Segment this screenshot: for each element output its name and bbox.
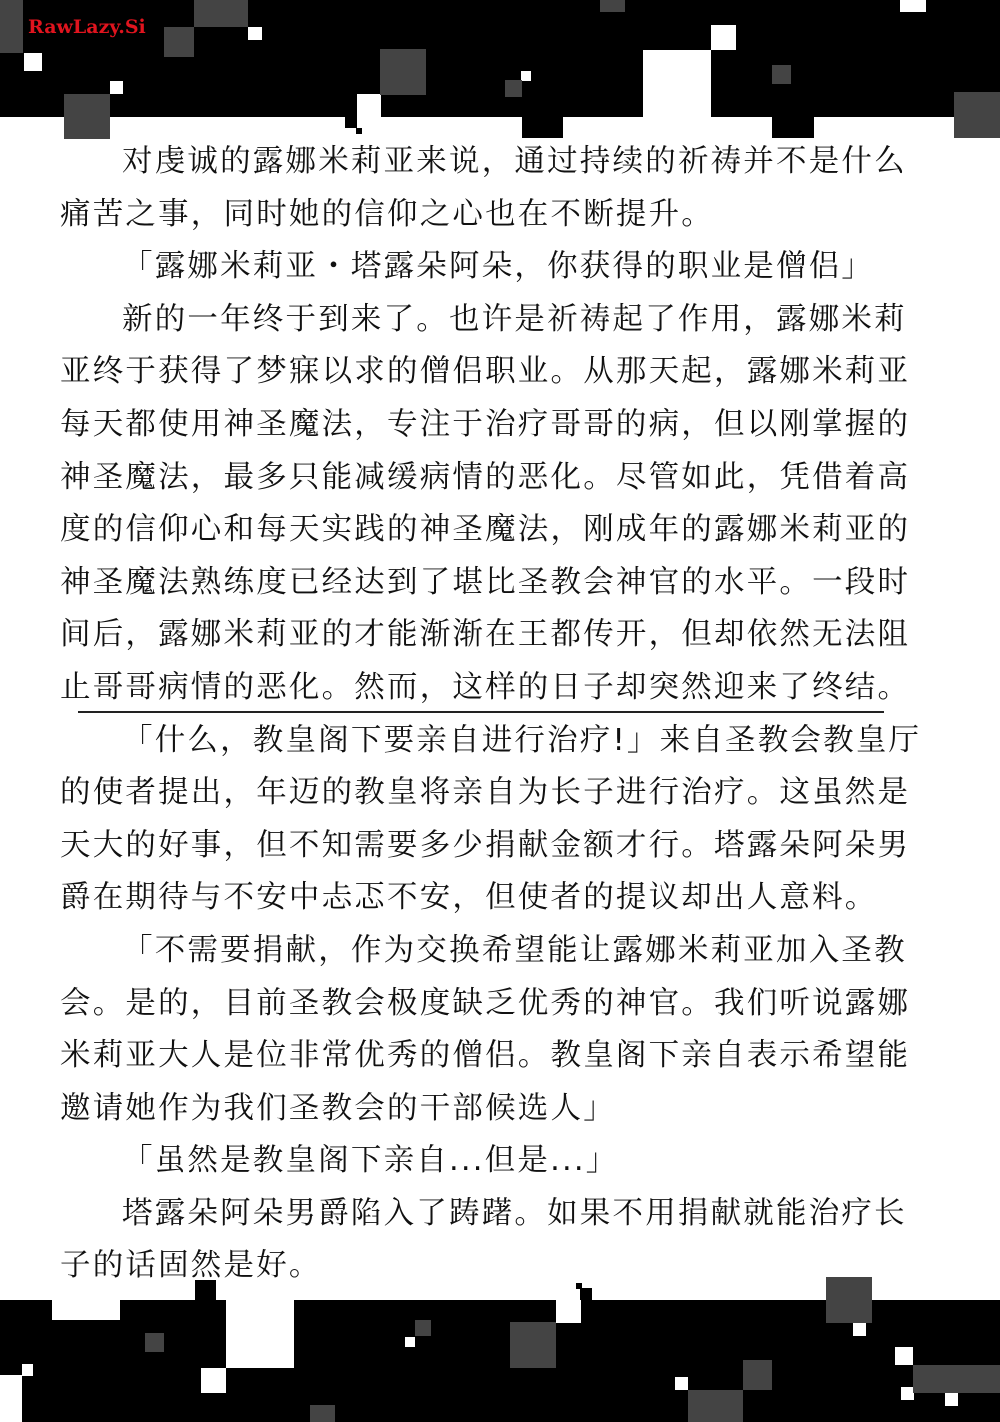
text-line: 邀请她作为我们圣教会的干部候选人」	[60, 1090, 616, 1126]
text-line: 每天都使用神圣魔法，专注于治疗哥哥的病，但以刚掌握的	[60, 406, 911, 442]
text-line: 间后，露娜米莉亚的才能渐渐在王都传开，但却依然无法阻	[60, 617, 911, 653]
text-line: 新的一年终于到来了。也许是祈祷起了作用，露娜米莉	[122, 301, 907, 337]
text-line: 神圣魔法熟练度已经达到了堪比圣教会神官的水平。一段时	[60, 564, 911, 600]
text-line: 度的信仰心和每天实践的神圣魔法，刚成年的露娜米莉亚的	[60, 512, 911, 548]
text-line-dialogue: 「虽然是教皇阁下亲自...但是...」	[122, 1143, 619, 1179]
text-line: 神圣魔法，最多只能减缓病情的恶化。尽管如此，凭借着高	[60, 459, 911, 495]
text-line: 塔露朵阿朵男爵陷入了踌躇。如果不用捐献就能治疗长	[122, 1195, 907, 1231]
text-line: 亚终于获得了梦寐以求的僧侣职业。从那天起，露娜米莉亚	[60, 354, 911, 390]
text-line: 米莉亚大人是位非常优秀的僧侣。教皇阁下亲自表示希望能	[60, 1038, 911, 1074]
text-line: 会。是的，目前圣教会极度缺乏优秀的神官。我们听说露娜	[60, 985, 911, 1021]
text-line: 对虔诚的露娜米莉亚来说，通过持续的祈祷并不是什么	[122, 144, 907, 179]
text-line: 子的话固然是好。	[60, 1248, 322, 1284]
text-line-dialogue: 「不需要捐献，作为交换希望能让露娜米莉亚加入圣教	[122, 932, 907, 968]
text-line-dialogue: 「什么，教皇阁下要亲自进行治疗!」来自圣教会教皇厅	[122, 722, 922, 758]
text-line-dialogue: 「露娜米莉亚・塔露朵阿朵，你获得的职业是僧侣」	[122, 249, 875, 285]
section-divider	[78, 711, 884, 713]
text-line: 止哥哥病情的恶化。然而，这样的日子却突然迎来了终结。	[60, 669, 911, 705]
text-line: 爵在期待与不安中忐忑不安，但使者的提议却出人意料。	[60, 880, 878, 916]
watermark: RawLazy.Si	[28, 16, 146, 38]
text-line: 痛苦之事，同时她的信仰之心也在不断提升。	[60, 196, 714, 232]
page-body-text	[60, 136, 920, 1293]
text-line: 的使者提出，年迈的教皇将亲自为长子进行治疗。这虽然是	[60, 775, 911, 811]
text-line: 天大的好事，但不知需要多少捐献金额才行。塔露朵阿朵男	[60, 827, 911, 863]
